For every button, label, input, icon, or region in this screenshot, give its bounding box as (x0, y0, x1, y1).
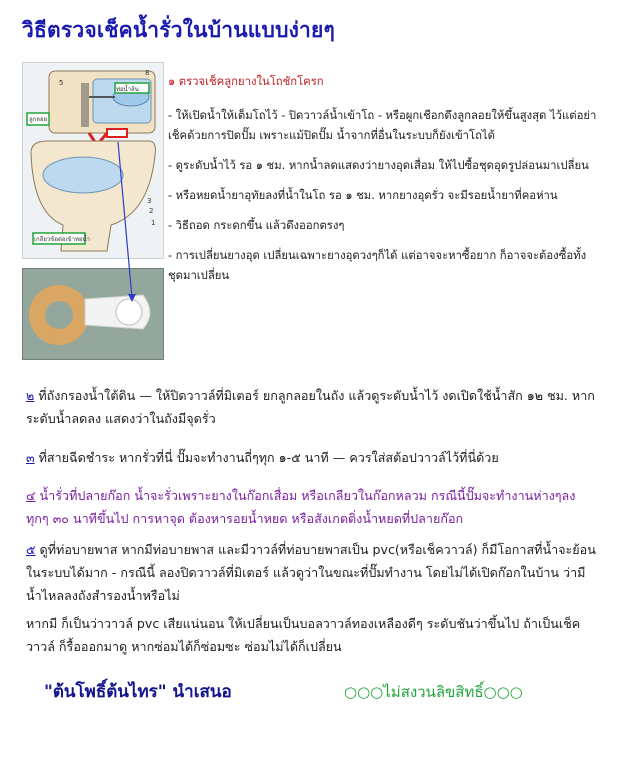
section-pvc-valve (26, 612, 596, 658)
section-text: หากมี ก็เป็นว่าวาวล์ pvc เสียแน่นอน ให้เปลี่ยนเป็นบอลวาวล์ทองเหลืองดีๆ ระดับชันว่าขึ้นไป ถ้าเป็นเช็ควาวล์ ก็รื้อออกมาดู หากซ่อมได้ก็ซ่อมซะ ซ่อมไม่ได้ก็เปลี่ยน (26, 616, 581, 654)
section-text: ที่สายฉีดชำระ หากรั่วที่นี่ ปั๊มจะทำงานถี่ๆทุก ๑-๕ นาที — ควรใส่สต้อปวาวล์ไว้ที่นี่ด้วย (34, 450, 499, 465)
section-faucet-leak (26, 484, 596, 530)
section-text: น้ำรั่วที่ปลายก๊อก น้ำจะรั่วเพราะยางในก๊อกเสื่อม หรือเกลียวในก๊อกหลวม กรณีนี้ปั๊มจะทำงานห่างๆลงทุกๆ ๓๐ นาทีขึ้นไป การหาจุด ต้องหารอยน้ำหยด หรือสังเกตติ่งน้ำหยดที่ปลายก๊อก (26, 488, 576, 526)
list-item: - ดูระดับน้ำไว้ รอ ๑ ชม. หากน้ำลดแสดงว่ายางอุดเสื่อม ให้ไปซื้อชุดอุดรูปล่อนมาเปลี่ยน (168, 159, 589, 172)
section-text: ดูที่ท่อบายพาส หากมีท่อบายพาส และมีวาวล์ที่ท่อบายพาสเป็น pvc(หรือเช็ควาวล์) ก็มีโอกาสที่น้ำจะย้อนในระบบได้มาก - กรณีนี้ ลองปิดวาวล์ที่มิเตอร์ แล้วดูว่าในขณะที่ปั๊มทำงาน โดยไม่ได้เปิดก๊อกในบ้าน ว่ามีน้ำไหลลงถังสำรองน้ำหรือไม่ (26, 542, 596, 603)
list-item: - ให้เปิดน้ำให้เต็มโถไว้ - ปิดวาวล์น้ำเข้าโถ - หรือผูกเชือกดึงลูกลอยให้ขึ้นสูงสุด ไว้แต่อย่าเช็คด้วยการปิดปั๊ม เพราะแม้ปิดปั๊ม น้ำจากที่อื่นในระบบก็ยังเข้าโถได้ (168, 109, 597, 142)
section-text: ที่ถังกรองน้ำใต้ดิน — ให้ปิดวาวล์ที่มิเตอร์ ยกลูกลอยในถัง แล้วดูระดับน้ำไว้ งดเปิดใช้น้ำสัก ๑๒ ชม. หากระดับน้ำลดลง แสดงว่าในถังมีจุดรั่ว (26, 388, 595, 426)
section-number: ๕ (26, 542, 36, 557)
section-bidet-hose (26, 446, 596, 469)
section-bypass-pipe (26, 538, 596, 607)
flapper-photo (22, 268, 164, 360)
flapper-image (23, 269, 163, 359)
inlet-label: เกลียวข้อต่อเข้าท่อน้ำ (34, 236, 91, 243)
section-number: ๓ (26, 450, 35, 465)
svg-text:5: 5 (59, 79, 64, 87)
toilet-diagram (22, 62, 164, 259)
svg-text:3: 3 (147, 197, 152, 205)
section-water-tank (26, 384, 596, 430)
svg-text:1: 1 (151, 219, 156, 227)
flush-valve-label: ลูกลอย (29, 116, 48, 123)
section-number: ๒ (26, 388, 35, 403)
presenter-credit: "ต้นโพธิ์ต้นไทร" นำเสนอ (44, 682, 232, 702)
section-number: ๔ (26, 488, 36, 503)
list-item: - การเปลี่ยนยางอุด เปลี่ยนเฉพาะยางอุดวงๆก็ได้ แต่อาจจะหาซื้อยาก ก็อาจจะต้องซื้อทั้งชุดมาเปลี่ยน (168, 249, 587, 282)
list-item: ๑ ตรวจเช็คลูกยางในโถชักโครก (168, 75, 324, 88)
toilet-illustration (23, 63, 163, 258)
svg-text:8: 8 (145, 69, 150, 77)
toilet-check-list (168, 72, 598, 296)
svg-text:2: 2 (149, 207, 154, 215)
list-item: - หรือหยดน้ำยาอุทัยลงที่น้ำในโถ รอ ๑ ชม. หากยางอุดรั่ว จะมีรอยน้ำยาที่คอห่าน (168, 189, 558, 202)
float-label: ท่อน้ำล้น (116, 86, 139, 93)
copyright-note: ○○○ไม่สงวนลิขสิทธิ์○○○ (344, 683, 523, 701)
page-title: วิธีตรวจเช็คน้ำรั่วในบ้านแบบง่ายๆ (22, 18, 336, 42)
list-item: - วิธีถอด กระดกขึ้น แล้วดึงออกตรงๆ (168, 219, 345, 232)
